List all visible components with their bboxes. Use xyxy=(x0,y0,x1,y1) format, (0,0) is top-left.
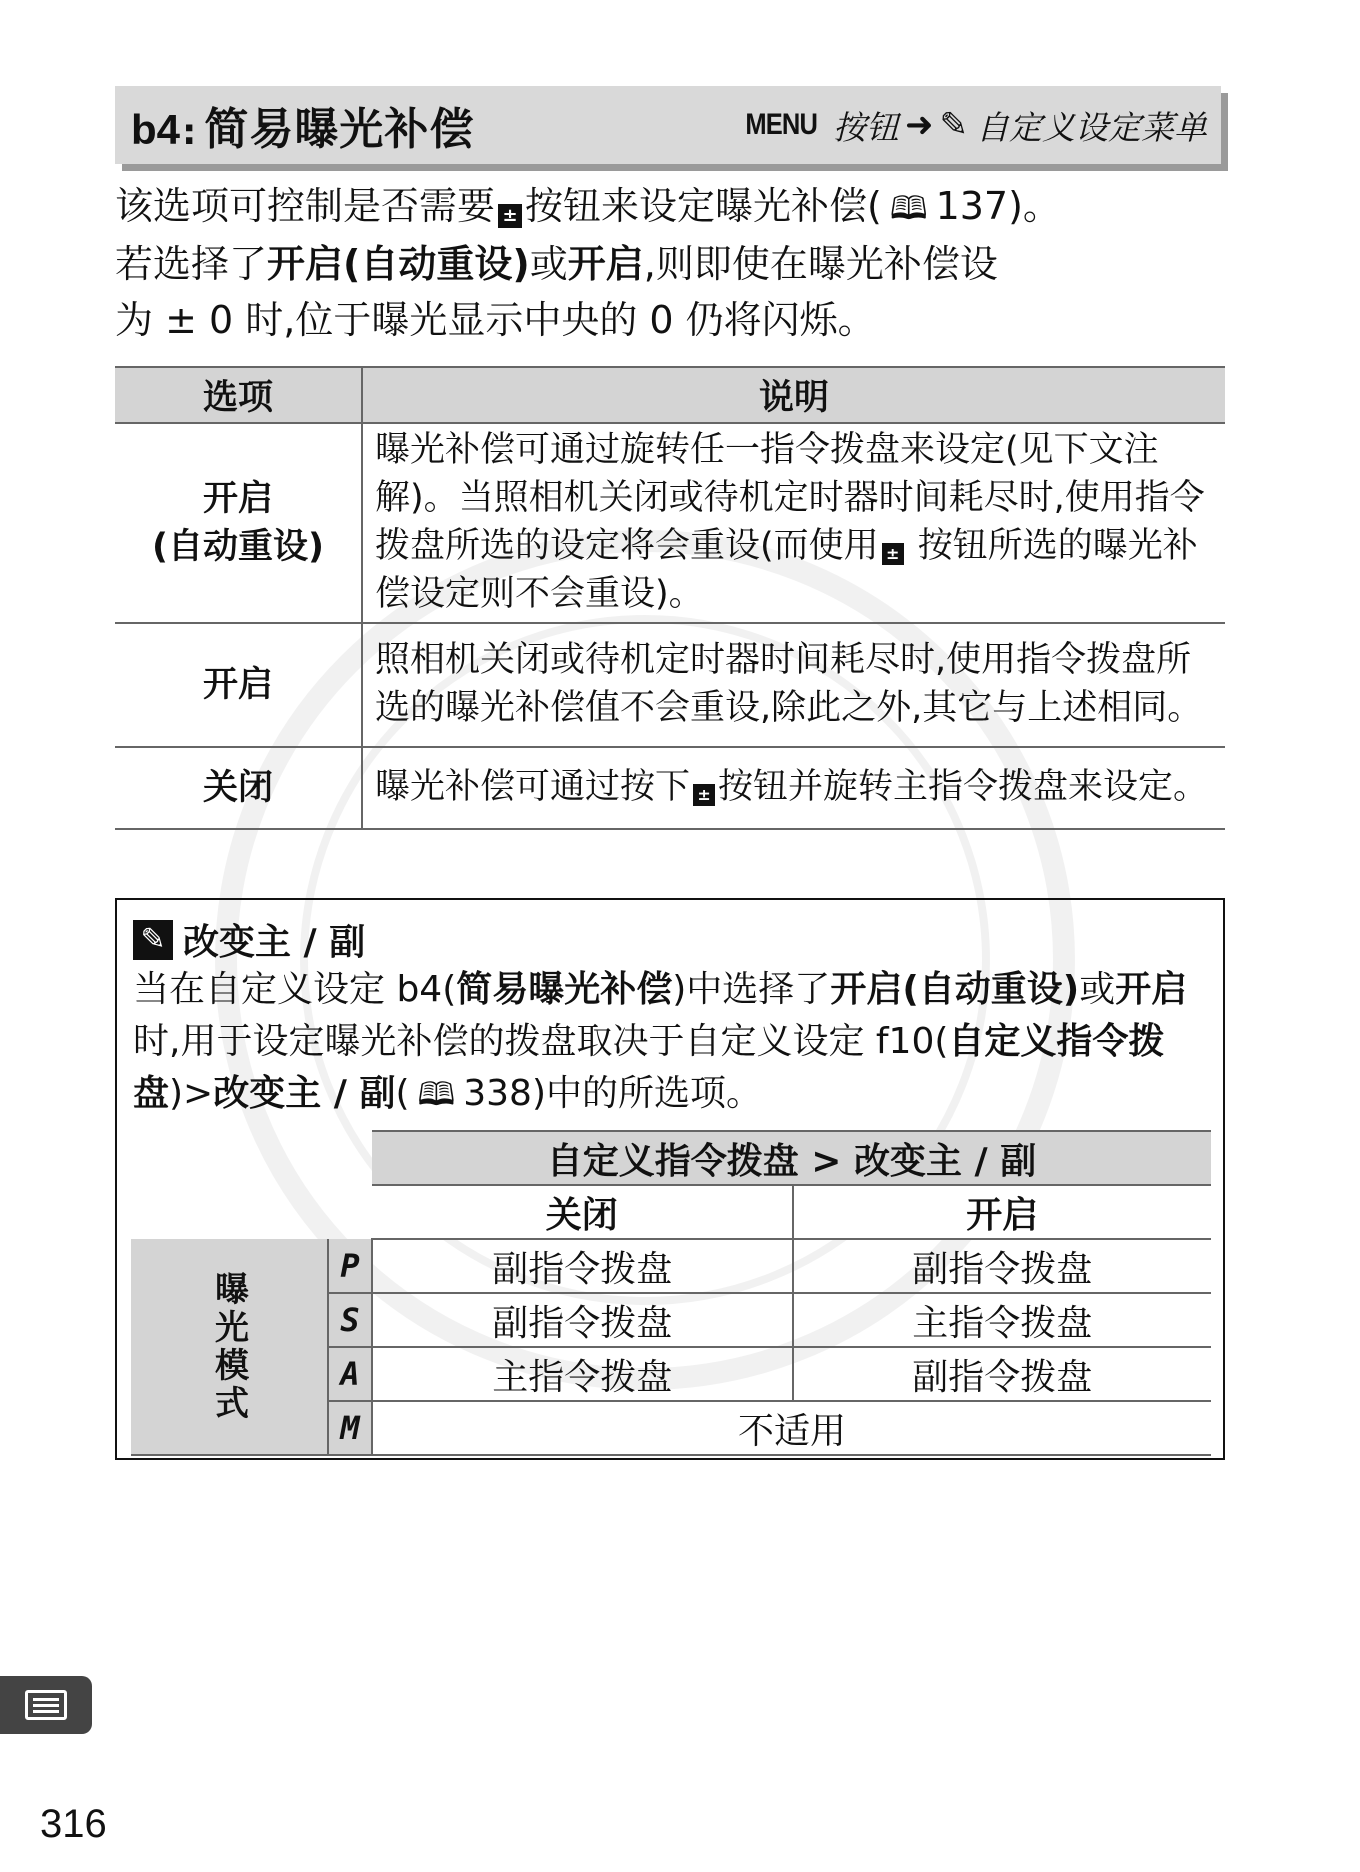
column-header-off: 关闭 xyxy=(372,1185,793,1239)
exposure-compensation-icon: ± xyxy=(693,784,715,806)
setting-title: 简易曝光补偿 xyxy=(204,104,475,155)
option-cell: 开启 xyxy=(115,623,362,747)
value-cell: 主指令拨盘 xyxy=(793,1293,1211,1347)
option-name: 改变主 / 副 xyxy=(213,1073,396,1114)
note-pencil-icon: ✎ xyxy=(133,920,173,960)
mode-table-header: 自定义指令拨盘 > 改变主 / 副 xyxy=(372,1131,1211,1185)
page-reference: 137 xyxy=(935,184,1009,228)
intro-text: 若选择了 xyxy=(115,242,268,286)
button-word: 按钮 xyxy=(833,107,899,147)
section-title-bar xyxy=(115,86,1221,164)
mode-table-subheader-row xyxy=(131,1185,1211,1239)
table-row xyxy=(115,623,1225,747)
menu-name: 自定义设定菜单 xyxy=(976,107,1207,147)
custom-settings-tab xyxy=(0,1676,92,1734)
options-table xyxy=(115,366,1225,830)
menu-button-label: MENU xyxy=(744,108,817,141)
note-body xyxy=(133,964,1213,1120)
intro-text: ,则即使在曝光补偿设 xyxy=(643,242,998,286)
description-cell xyxy=(362,423,1225,623)
note-text: )中选择了 xyxy=(672,969,831,1010)
value-cell: 副指令拨盘 xyxy=(793,1347,1211,1401)
column-header-option: 选项 xyxy=(115,367,362,423)
intro-text: 为 ± 0 时,位于曝光显示中央的 0 仍将闪烁。 xyxy=(115,298,876,342)
book-icon: 🕮 xyxy=(889,189,928,227)
option-cell: 关闭 xyxy=(115,747,362,829)
value-cell: 主指令拨盘 xyxy=(372,1347,793,1401)
page-number: 316 xyxy=(40,1802,107,1846)
option-name: 简易曝光补偿 xyxy=(456,969,673,1010)
page-reference: 338 xyxy=(463,1073,532,1114)
dial-mode-table xyxy=(131,1130,1211,1456)
value-cell: 副指令拨盘 xyxy=(372,1239,793,1293)
option-name: 自定义指令拨盘 xyxy=(133,1021,1165,1114)
intro-text: 按钮来设定曝光补偿( xyxy=(525,184,882,228)
value-cell: 副指令拨盘 xyxy=(793,1239,1211,1293)
option-name: 开启 xyxy=(567,242,644,286)
intro-text: 该选项可控制是否需要 xyxy=(115,184,496,228)
exposure-compensation-icon: ± xyxy=(882,543,904,565)
setting-code: b4 xyxy=(131,106,181,153)
value-cell: 不适用 xyxy=(372,1401,1211,1455)
mode-table-header-row xyxy=(131,1131,1211,1185)
intro-text: )。 xyxy=(1008,184,1061,228)
option-name: 开启 xyxy=(1115,969,1188,1010)
note-text: ( xyxy=(395,1073,410,1114)
option-name: 开启(自动重设) xyxy=(830,969,1080,1010)
title-separator: : xyxy=(182,112,197,153)
note-text: )中的所选项。 xyxy=(531,1073,762,1114)
description-text: 按钮并旋转主指令拨盘来设定。 xyxy=(718,767,1209,807)
exposure-compensation-icon: ± xyxy=(498,204,522,228)
option-cell xyxy=(115,423,362,623)
description-cell: 照相机关闭或待机定时器时间耗尽时,使用指令拨盘所选的曝光补偿值不会重设,除此之外,其它与上述相同。 xyxy=(362,623,1225,747)
blank-cell xyxy=(328,1131,372,1185)
note-text: 或 xyxy=(1079,969,1116,1010)
arrow-right-icon: ➜ xyxy=(905,105,934,145)
note-title xyxy=(133,914,365,965)
intro-paragraph xyxy=(115,178,1225,348)
description-text: 按钮所选的曝光补偿设定则不会重设)。 xyxy=(375,526,1198,614)
option-label: 开启 xyxy=(202,479,273,519)
mode-cell: M xyxy=(328,1401,372,1455)
menu-list-icon xyxy=(25,1690,67,1720)
mode-cell: A xyxy=(328,1347,372,1401)
mode-cell: S xyxy=(328,1293,372,1347)
mode-cell: P xyxy=(328,1239,372,1293)
column-header-on: 开启 xyxy=(793,1185,1211,1239)
note-text: 当在自定义设定 b4( xyxy=(133,969,457,1010)
intro-text: 或 xyxy=(529,242,568,286)
blank-cell xyxy=(131,1131,328,1185)
note-title-text: 改变主 / 副 xyxy=(183,922,366,963)
note-text: 时,用于设定曝光补偿的拨盘取决于自定义设定 f10( xyxy=(133,1021,949,1062)
exposure-mode-label: 曝光模式 xyxy=(131,1239,328,1455)
menu-path xyxy=(739,102,1207,149)
table-row xyxy=(115,747,1225,829)
note-text: )> xyxy=(169,1073,214,1114)
value-cell: 副指令拨盘 xyxy=(372,1293,793,1347)
table-row xyxy=(131,1239,1211,1293)
option-label: (自动重设) xyxy=(152,527,324,567)
description-text: 曝光补偿可通过旋转任一指令拨盘来设定(见下文注解)。当照相机关闭或待机定时器时间耗尽时,使用指令拨盘所选的设定将会重设(而使用 xyxy=(375,430,1205,566)
section-title xyxy=(131,93,474,157)
book-icon: 🕮 xyxy=(417,1075,456,1113)
note-box xyxy=(115,898,1225,1460)
description-text: 曝光补偿可通过按下 xyxy=(375,767,691,807)
pencil-icon: ✎ xyxy=(939,105,968,145)
description-cell xyxy=(362,747,1225,829)
table-header-row xyxy=(115,367,1225,423)
column-header-description: 说明 xyxy=(362,367,1225,423)
option-name: 开启(自动重设) xyxy=(267,242,530,286)
blank-cell xyxy=(131,1185,328,1239)
table-row xyxy=(115,423,1225,623)
blank-cell xyxy=(328,1185,372,1239)
